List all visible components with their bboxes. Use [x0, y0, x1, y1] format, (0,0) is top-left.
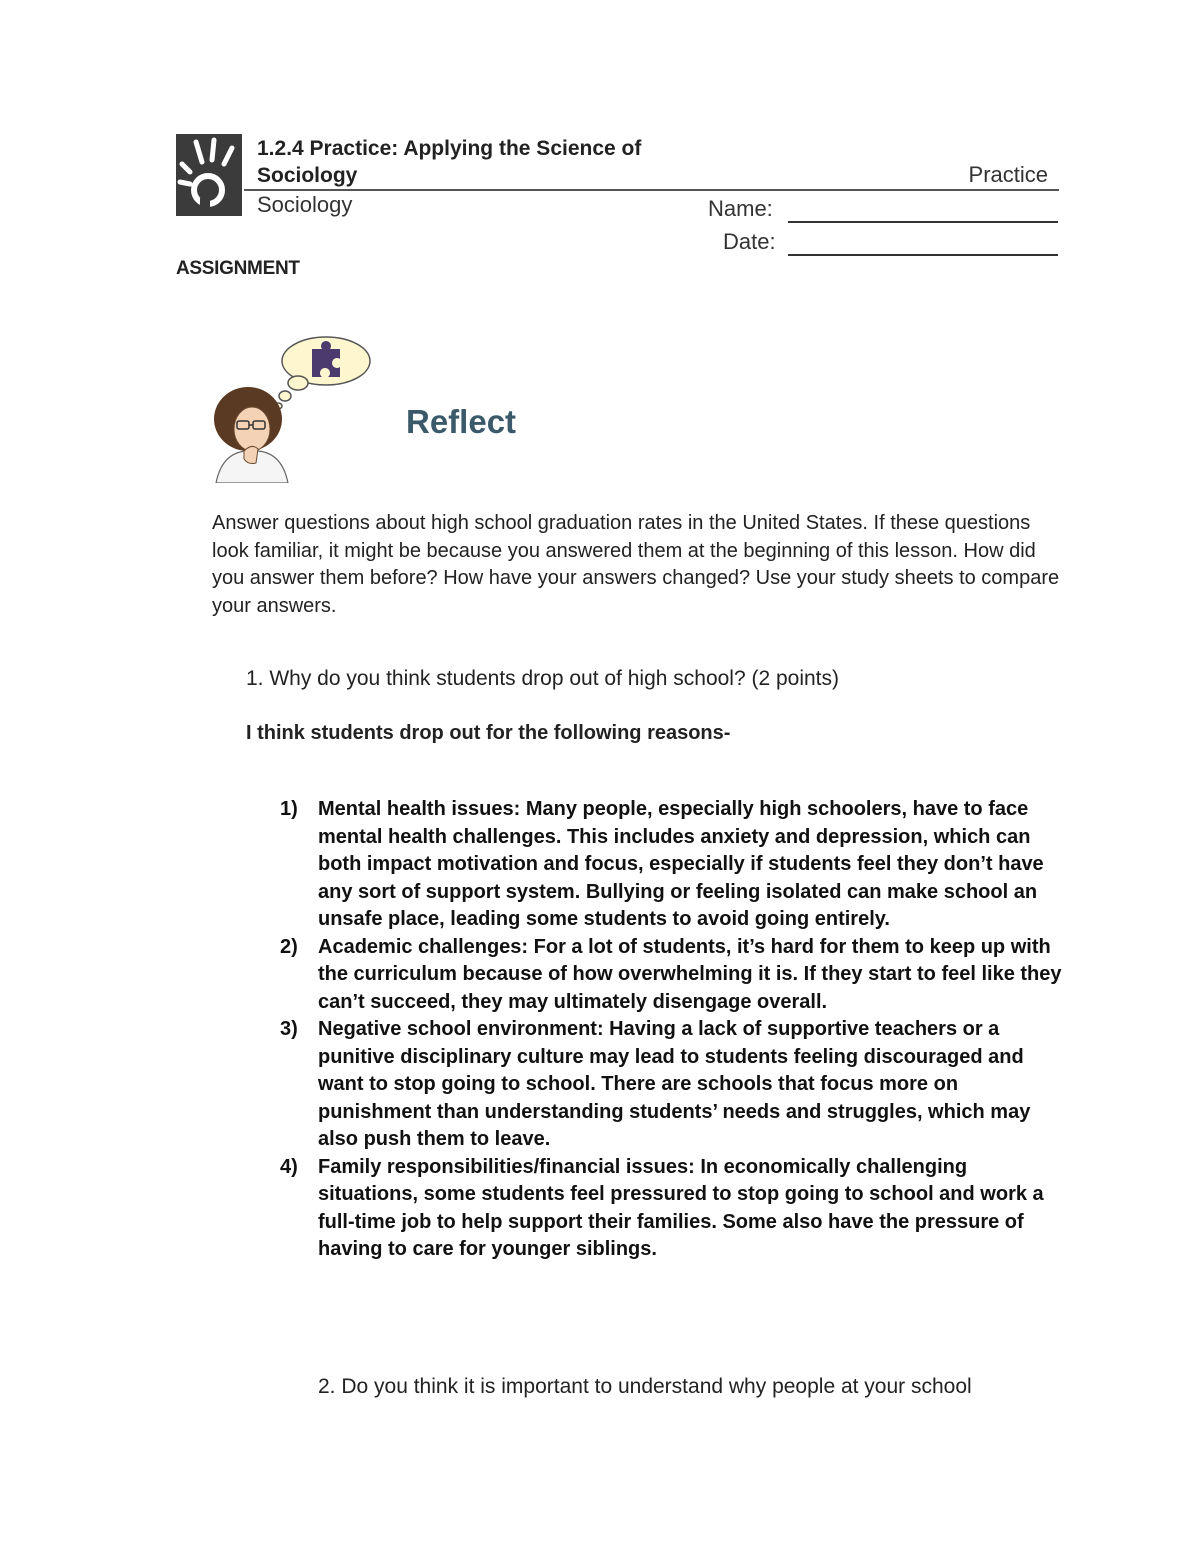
- question-1: 1. Why do you think students drop out of high school? (2 points): [246, 667, 840, 690]
- thinking-person-illustration: [208, 333, 378, 488]
- document-type-label: Practice: [968, 162, 1048, 187]
- list-number: 2): [280, 935, 298, 958]
- list-number: 3): [280, 1018, 298, 1040]
- subject-label: Sociology: [257, 192, 353, 217]
- reflect-heading: Reflect: [406, 403, 517, 440]
- date-label: Date:: [723, 229, 776, 254]
- name-label: Name:: [708, 196, 773, 221]
- list-item: [280, 796, 1070, 934]
- list-item: [280, 934, 1070, 1017]
- answer-1-reasons-list: [280, 796, 1070, 1264]
- list-item: [280, 1016, 1070, 1154]
- list-item-text: Academic challenges: For a lot of students, it’s hard for them to keep up with the curriculum because of how overwhelming it is. If they start to feel like they can’t succeed, they may ultimately disengage overall.: [318, 935, 1062, 1013]
- list-item-text: Negative school environment: Having a lack of supportive teachers or a punitive disciplinary culture may lead to students feeling discouraged and want to stop going to school. There are schools that focus more on punishment than understanding students’ needs and struggles, which may also push them to leave.: [318, 1018, 1031, 1150]
- document-title: 1.2.4 Practice: Applying the Science of Sociology: [257, 137, 642, 187]
- list-item: [280, 1154, 1070, 1264]
- section-heading: ASSIGNMENT: [176, 258, 300, 279]
- list-number: 4): [280, 1155, 298, 1178]
- list-number: 1): [280, 798, 298, 820]
- header-divider: [244, 189, 1059, 191]
- apex-logo-icon: [176, 134, 242, 216]
- instructions-paragraph: Answer questions about high school graduation rates in the United States. If these questions look familiar, it might be because you answered them at the beginning of this lesson. How did you answer them before? How have your answers changed? Use your study sheets to compare your answers.: [212, 512, 1060, 617]
- name-field[interactable]: [788, 221, 1058, 223]
- list-item-text: Mental health issues: Many people, especially high schoolers, have to face mental health challenges. This includes anxiety and depression, which can both impact motivation and focus, especially if students feel they don’t have any sort of support system. Bullying or feeling isolated can make school an unsafe place, leading some students to avoid going entirely.: [318, 798, 1044, 930]
- answer-1-lead: I think students drop out for the following reasons-: [246, 722, 731, 744]
- question-2: 2. Do you think it is important to understand why people at your school: [318, 1375, 972, 1398]
- date-field[interactable]: [788, 254, 1058, 256]
- list-item-text: Family responsibilities/financial issues: In economically challenging situations, some students feel pressured to stop going to school and work a full-time job to help support their families. Some also have the pressure of having to care for younger siblings.: [318, 1155, 1044, 1260]
